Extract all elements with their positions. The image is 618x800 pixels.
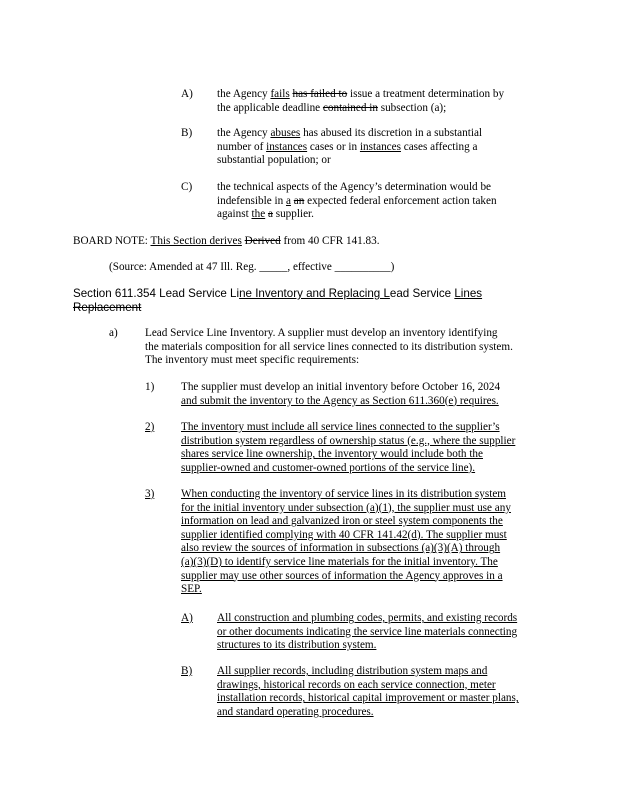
subitem-text-3B [217,665,519,719]
text-line: All construction and plumbing codes, permits, and existing records [217,612,518,624]
item-label-A: A) [181,88,193,100]
text-line: also review the sources of information in subsections (a)(3)(A) through [181,542,501,555]
text-line: the materials composition for all service lines connected to its distribution system. [145,340,513,353]
text-line: installation records, historical capital improvement or master plans, [217,692,519,705]
text-line: SEP. [181,583,202,596]
text-line: The inventory must include all service lines connected to the supplier’s [181,421,500,433]
item-text-2 [181,421,515,475]
text-line: distribution system regardless of ownership status (e.g., where the supplier [181,434,516,447]
item-label-B: B) [181,127,193,139]
text-line: the technical aspects of the Agency’s determination would be [217,181,492,193]
text-line: Lead Service Line Inventory. A supplier must develop an inventory identifying [145,327,498,339]
text-line: All supplier records, including distribution system maps and [217,665,488,677]
text-line: (a)(3)(D) to identify service line materials for the initial inventory. The [181,555,498,568]
text-line: supplier identified complying with 40 CFR 141.42(d). The supplier must [181,528,507,541]
item-label-C: C) [181,181,193,193]
text-line: supplier may use other sources of information the Agency approves in a [181,569,503,582]
text-line: and submit the inventory to the Agency as Section 611.360(e) requires. [181,394,499,407]
item-label-1: 1) [145,381,155,393]
subsection-a-label: a) [109,327,118,339]
text-line: the applicable deadline contained in subsection (a); [217,101,447,114]
text-line: shares service line ownership, the inventory would include both the [181,448,483,461]
section-heading-line2: Replacement [73,300,142,314]
item-text-C [217,181,497,222]
subitem-text-3A [217,612,517,653]
text-line: number of instances cases or in instances cases affecting a [217,140,478,153]
text-line: against the a supplier. [217,208,314,221]
text-line: drawings, historical records on each service connection, meter [217,678,496,691]
text-line: the Agency fails has failed to issue a treatment determination by [217,88,505,100]
subitem-label-3A: A) [181,612,193,624]
board-note: BOARD NOTE: This Section derives Derived from 40 CFR 141.83. [73,235,380,247]
item-text-A [217,88,504,115]
text-line: The supplier must develop an initial inventory before October 16, 2024 [181,381,501,393]
section-heading-line1: Section 611.354 Lead Service Line Inventory and Replacing Lead Service Lines [73,287,483,300]
text-line: and standard operating procedures. [217,705,374,718]
subsection-a-text [145,327,513,368]
item-label-3: 3) [145,488,155,500]
section-heading [73,287,482,314]
text-line: When conducting the inventory of service lines in its distribution system [181,488,507,500]
item-text-1 [181,381,500,408]
text-line: The inventory must meet specific requirements: [145,354,360,367]
subitem-label-3B: B) [181,665,193,677]
text-line: for the initial inventory under subsection (a)(1), the supplier must use any [181,501,511,514]
text-line: structures to its distribution system. [217,639,377,652]
text-line: substantial population; or [217,154,331,167]
text-line: or other documents indicating the service line materials connecting [217,625,518,638]
source-note: (Source: Amended at 47 Ill. Reg. _____, effective __________) [109,261,395,273]
item-text-B [217,127,482,168]
text-line: supplier-owned and customer-owned portions of the service line). [181,461,476,474]
item-text-3 [181,488,511,597]
text-line: the Agency abuses has abused its discretion in a substantial [217,127,483,139]
text-line: information on lead and galvanized iron or steel system components the [181,515,503,528]
text-line: indefensible in a an expected federal enforcement action taken [217,194,497,207]
item-label-2: 2) [145,421,155,433]
